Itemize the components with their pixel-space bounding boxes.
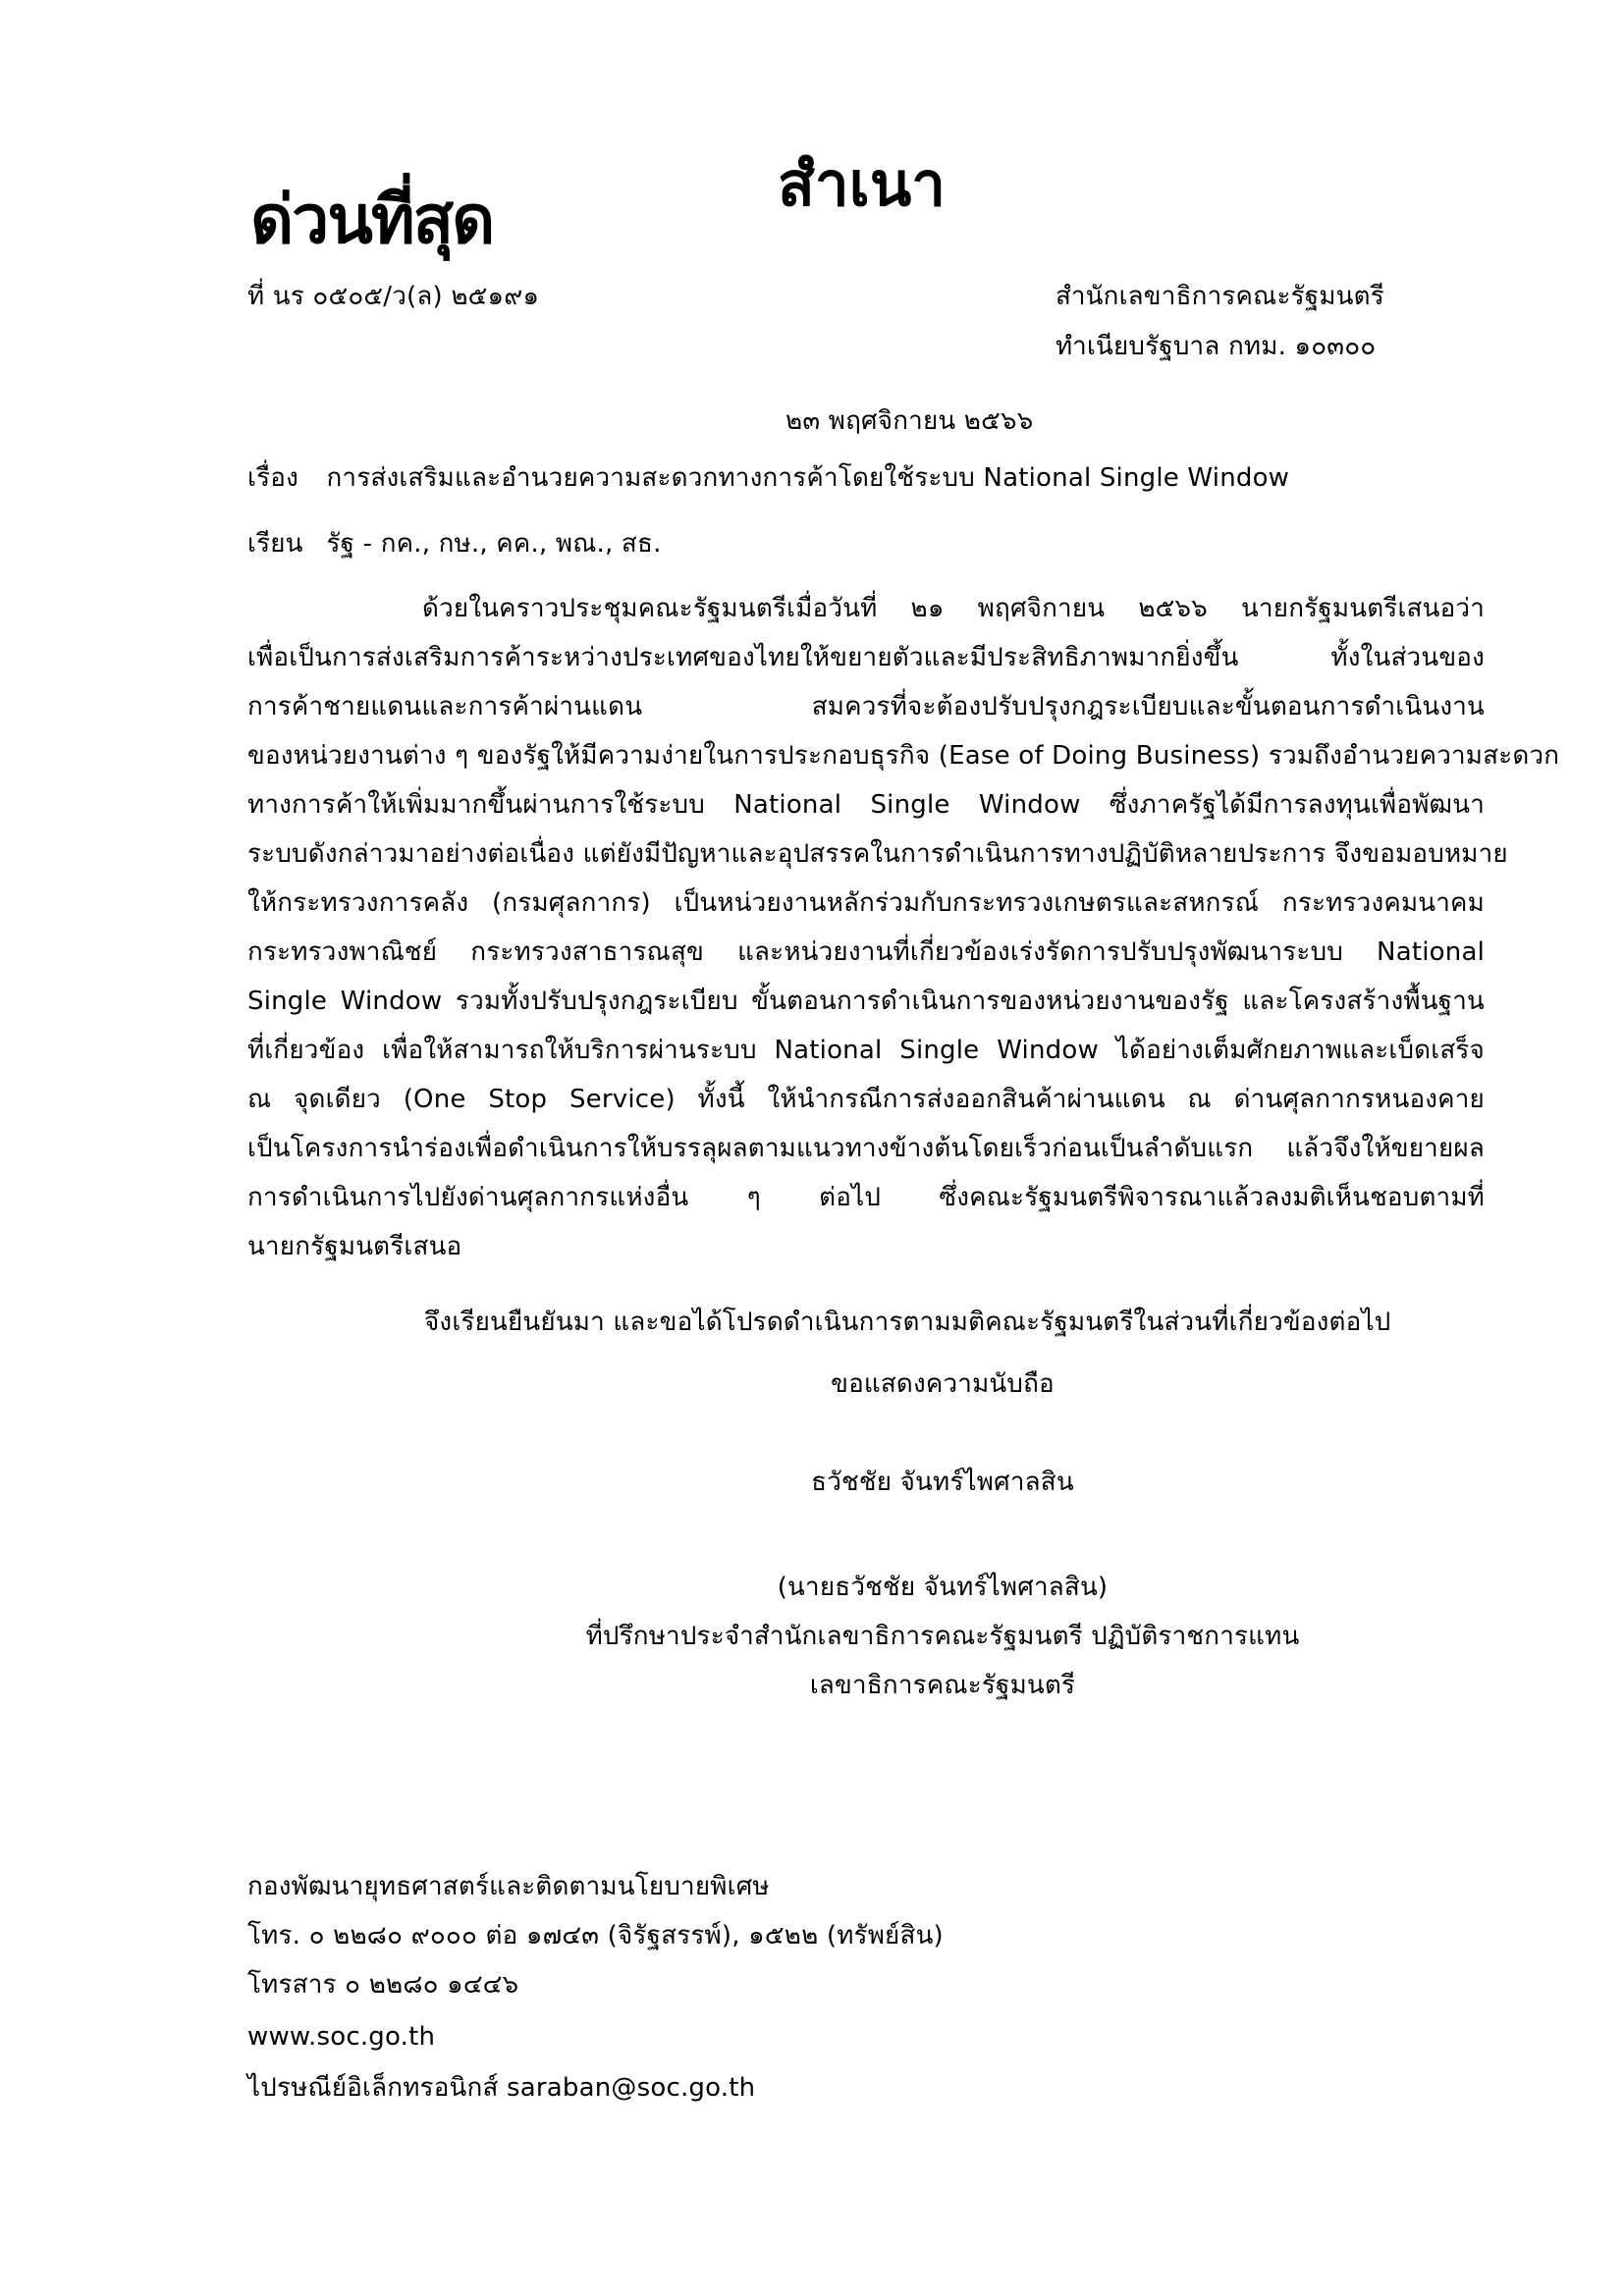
recipient-text: รัฐ - กค., กษ., คค., พณ., สธ. xyxy=(326,529,662,559)
footer-fax: โทรสาร ๐ ๒๒๘๐ ๑๔๔๖ xyxy=(247,1970,519,2000)
body-line: การค้าชายแดนและการค้าผ่านแดน สมควรที่จะต้องปรับปรุงกฎระเบียบและขั้นตอนการดำเนินงาน xyxy=(247,692,1485,721)
signed-name: ธวัชชัย จันทร์ไพศาลสิน xyxy=(811,1468,1074,1497)
footer-phone: โทร. ๐ ๒๒๘๐ ๙๐๐๐ ต่อ ๑๗๔๓ (จิรัฐสรรพ์), ๑๕๒๒ (ทรัพย์สิน) xyxy=(247,1921,944,1950)
body-line: นายกรัฐมนตรีเสนอ xyxy=(247,1232,462,1261)
body-line: ของหน่วยงานต่าง ๆ ของรัฐให้มีความง่ายในการประกอบธุรกิจ (Ease of Doing Business) รวมถึงอำนวยความสะดวก xyxy=(247,741,1560,771)
recipient-line xyxy=(247,527,662,561)
body-line: การดำเนินการไปยังด่านศุลกากรแห่งอื่น ๆ ต่อไป ซึ่งคณะรัฐมนตรีพิจารณาแล้วลงมติเห็นชอบตามที่ xyxy=(247,1183,1485,1212)
signer-position-continued: เลขาธิการคณะรัฐมนตรี xyxy=(809,1671,1076,1700)
signer-position: ที่ปรึกษาประจำสำนักเลขาธิการคณะรัฐมนตรี ปฏิบัติราชการแทน xyxy=(585,1622,1300,1651)
body-line: กระทรวงพาณิชย์ กระทรวงสาธารณสุข และหน่วยงานที่เกี่ยวข้องเร่งรัดการปรับปรุงพัฒนาระบบ National xyxy=(247,937,1485,967)
body-line: ณ จุดเดียว (One Stop Service) ทั้งนี้ ให้นำกรณีการส่งออกสินค้าผ่านแดน ณ ด่านศุลกากรหนองคาย xyxy=(247,1085,1485,1114)
body-line: Single Window รวมทั้งปรับปรุงกฎระเบียบ ขั้นตอนการดำเนินการของหน่วยงานของรัฐ และโครงสร้างพื้นฐาน xyxy=(247,987,1485,1016)
complimentary-close: ขอแสดงความนับถือ xyxy=(831,1369,1055,1399)
letter-date: ๒๓ พฤศจิกายน ๒๕๖๖ xyxy=(785,406,1034,436)
closing-request: จึงเรียนยืนยันมา และขอได้โปรดดำเนินการตามมติคณะรัฐมนตรีในส่วนที่เกี่ยวข้องต่อไป xyxy=(424,1308,1391,1337)
reference-number: ที่ นร ๐๕๐๕/ว(ล) ๒๕๑๙๑ xyxy=(247,282,540,311)
footer-division: กองพัฒนายุทธศาสตร์และติดตามนโยบายพิเศษ xyxy=(247,1872,770,1901)
body-line: เพื่อเป็นการส่งเสริมการค้าระหว่างประเทศของไทยให้ขยายตัวและมีประสิทธิภาพมากยิ่งขึ้น ทั้งในส่วนของ xyxy=(247,643,1485,672)
body-line: ให้กระทรวงการคลัง (กรมศุลกากร) เป็นหน่วยงานหลักร่วมกับกระทรวงเกษตรและสหกรณ์ กระทรวงคมนาคม xyxy=(247,888,1485,918)
body-line: ที่เกี่ยวข้อง เพื่อให้สามารถให้บริการผ่านระบบ National Single Window ได้อย่างเต็มศักยภาพและเบ็ดเสร็จ xyxy=(247,1036,1485,1065)
copy-mark: สำเนา xyxy=(778,148,947,220)
sender-address: ทำเนียบรัฐบาล กทม. ๑๐๓๐๐ xyxy=(1056,332,1377,361)
recipient-label: เรียน xyxy=(247,529,303,559)
urgency-stamp xyxy=(250,182,493,260)
footer-website-link[interactable]: www.soc.go.th xyxy=(247,2022,436,2052)
subject-label: เรื่อง xyxy=(247,463,298,493)
urgency-stamp-text: ด่วนที่สุด xyxy=(250,182,494,259)
subject-line xyxy=(247,461,1289,495)
printed-name: (นายธวัชชัย จันทร์ไพศาลสิน) xyxy=(777,1573,1109,1602)
sender-organization: สำนักเลขาธิการคณะรัฐมนตรี xyxy=(1056,282,1384,311)
body-line: เป็นโครงการนำร่องเพื่อดำเนินการให้บรรลุผลตามแนวทางข้างต้นโดยเร็วก่อนเป็นลำดับแรก แล้วจึงให้ขยายผล xyxy=(247,1134,1485,1163)
body-line: ระบบดังกล่าวมาอย่างต่อเนื่อง แต่ยังมีปัญหาและอุปสรรคในการดำเนินการทางปฏิบัติหลายประการ จึงขอมอบหมาย xyxy=(247,839,1508,869)
body-line: ด้วยในคราวประชุมคณะรัฐมนตรีเมื่อวันที่ ๒๑ พฤศจิกายน ๒๕๖๖ นายกรัฐมนตรีเสนอว่า xyxy=(422,594,1485,623)
subject-text: การส่งเสริมและอำนวยความสะดวกทางการค้าโดยใช้ระบบ National Single Window xyxy=(326,463,1290,493)
body-line: ทางการค้าให้เพิ่มมากขึ้นผ่านการใช้ระบบ National Single Window ซึ่งภาครัฐได้มีการลงทุนเพื่อพัฒนา xyxy=(247,790,1485,820)
footer-email[interactable]: ไปรษณีย์อิเล็กทรอนิกส์ saraban@soc.go.th xyxy=(247,2073,756,2103)
